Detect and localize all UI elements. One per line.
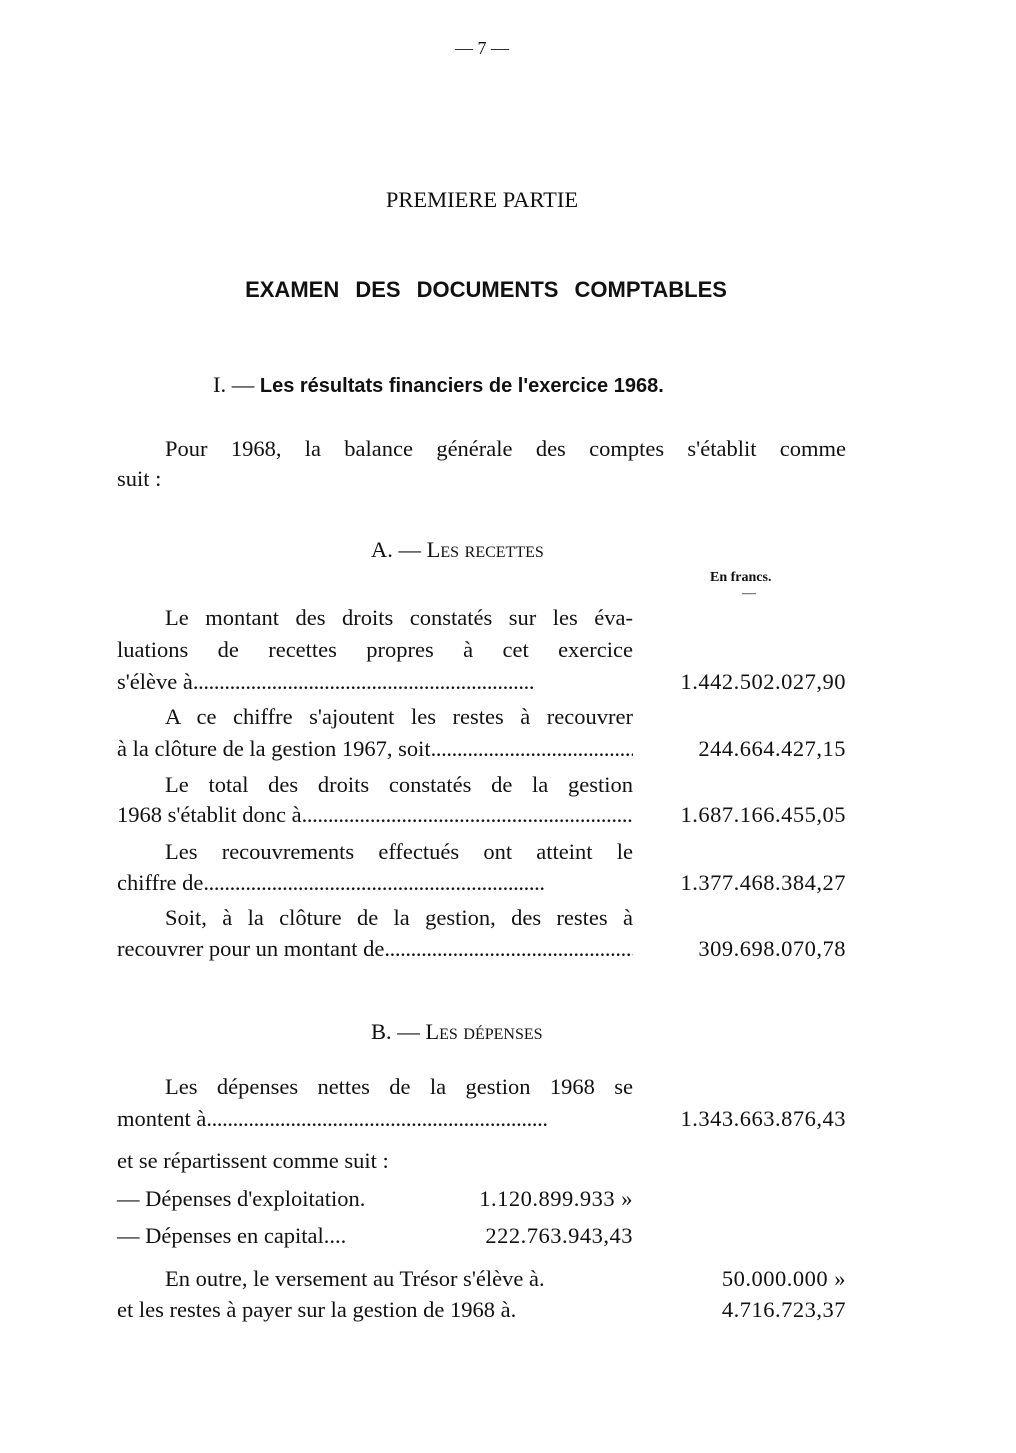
depenses-net-value: 1.343.663.876,43	[680, 1106, 846, 1131]
recette-4-label: chiffre de	[117, 870, 204, 895]
split-intro: et se répartissent comme suit :	[117, 1148, 389, 1173]
recette-2-value: 244.664.427,15	[698, 736, 846, 761]
tresor-value: 50.000.000 »	[721, 1266, 846, 1291]
dot-leader	[302, 800, 633, 830]
depenses-prefix: B. —	[371, 1019, 420, 1044]
recettes-prefix: A. —	[371, 537, 421, 562]
recette-3-line-1: Le total des droits constatés de la gestion	[165, 772, 633, 797]
recette-1-line-2: luations de recettes propres à cet exercice	[117, 637, 633, 662]
section-title: Les résultats financiers de l'exercice 1968.	[259, 375, 664, 397]
recette-3-value: 1.687.166.455,05	[680, 802, 846, 827]
recette-1-label: s'élève à	[117, 669, 193, 694]
section-heading	[213, 370, 664, 401]
recettes-title: Les recettes	[426, 537, 544, 562]
depenses-net-line-2	[117, 1104, 633, 1134]
depenses-heading	[371, 1017, 543, 1047]
split-1-label: — Dépenses d'exploitation.	[117, 1186, 366, 1211]
intro-line-2: suit :	[117, 466, 162, 491]
recette-1-line-1: Le montant des droits constatés sur les éva-	[165, 605, 633, 630]
recette-2-line-1: A ce chiffre s'ajoutent les restes à recouvrer	[165, 704, 633, 729]
dot-leader	[193, 667, 633, 697]
recette-2-label: à la clôture de la gestion 1967, soit	[117, 736, 431, 761]
restes-label: et les restes à payer sur la gestion de 1968 à.	[117, 1297, 517, 1322]
tresor-label: En outre, le versement au Trésor s'élève à.	[165, 1266, 545, 1291]
dot-leader	[384, 934, 633, 964]
split-2-value: 222.763.943,43	[485, 1223, 633, 1248]
restes-value: 4.716.723,37	[721, 1297, 846, 1322]
dot-leader	[206, 1104, 633, 1134]
recette-4-value: 1.377.468.384,27	[680, 870, 846, 895]
recette-1-line-3	[117, 667, 633, 697]
split-2-label: — Dépenses en capital....	[117, 1223, 347, 1248]
depenses-title: Les dépenses	[425, 1019, 543, 1044]
unit-label: En francs.	[710, 570, 772, 585]
recettes-heading	[371, 535, 544, 565]
section-number: I. —	[213, 372, 255, 397]
recette-5-label: recouvrer pour un montant de	[117, 936, 385, 961]
recette-5-value: 309.698.070,78	[698, 936, 846, 961]
recette-4-line-1: Les recouvrements effectués ont atteint le	[165, 839, 633, 864]
main-title: EXAMEN DES DOCUMENTS COMPTABLES	[245, 277, 727, 302]
recette-4-line-2	[117, 868, 633, 898]
recette-3-label: 1968 s'établit donc à	[117, 802, 302, 827]
recette-5-line-2	[117, 934, 633, 964]
dot-leader	[203, 868, 633, 898]
part-title: PREMIERE PARTIE	[385, 187, 579, 212]
recette-3-line-2	[117, 800, 633, 830]
depenses-net-line-1: Les dépenses nettes de la gestion 1968 se	[165, 1074, 633, 1099]
recette-5-line-1: Soit, à la clôture de la gestion, des restes à	[165, 905, 633, 930]
depenses-net-label: montent à	[117, 1106, 207, 1131]
dot-leader	[431, 734, 633, 764]
recette-2-line-2	[117, 734, 633, 764]
intro-line-1: Pour 1968, la balance générale des comptes s'établit comme	[165, 436, 846, 461]
page-number: — 7 —	[455, 38, 509, 58]
split-1-value: 1.120.899.933 »	[479, 1186, 633, 1211]
recette-1-value: 1.442.502.027,90	[680, 669, 846, 694]
unit-dash: —	[742, 586, 756, 601]
